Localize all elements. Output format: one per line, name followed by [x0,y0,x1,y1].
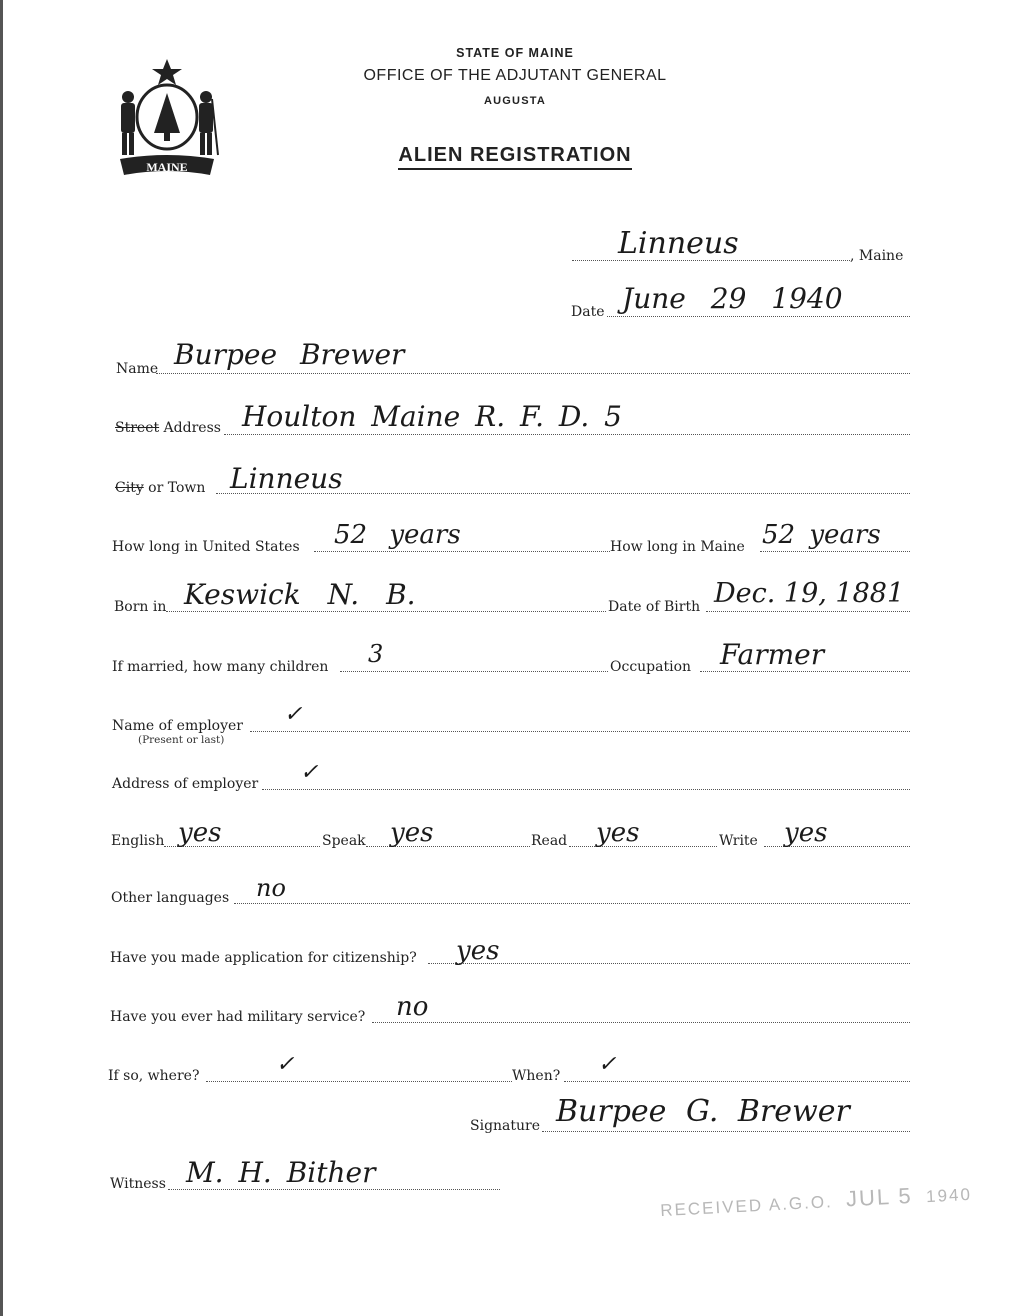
employer-name-value: ✓ [284,702,303,727]
read-value: yes [596,818,640,848]
write-value: yes [784,818,828,848]
employer-address-value: ✓ [300,760,319,785]
employer-name-line [250,731,910,732]
signature-line [542,1131,910,1132]
where-label: If so, where? [108,1068,200,1084]
when-line [564,1081,910,1082]
born-in-label: Born in [114,599,167,615]
scan-edge [0,0,3,1316]
how-long-us-label: How long in United States [112,539,300,555]
witness-line [168,1189,500,1190]
signature-label: Signature [470,1118,541,1134]
citizenship-value: yes [456,936,500,966]
dob-value: Dec. 19, 1881 [714,578,905,609]
read-line [569,846,717,847]
date-value: June 29 1940 [622,282,843,315]
address-label: Street Address [115,420,221,436]
military-label: Have you ever had military service? [110,1009,366,1025]
other-languages-line [234,903,910,904]
town-label: City or Town [115,480,206,496]
svg-text:MAINE: MAINE [146,160,188,174]
how-long-maine-label: How long in Maine [610,539,745,555]
english-label: English [111,833,165,849]
citizenship-line [428,963,910,964]
how-long-us-line [314,551,610,552]
when-value: ✓ [598,1052,617,1077]
header-state: STATE OF MAINE [456,46,574,60]
town-value: Linneus [230,462,343,495]
born-in-line [166,611,606,612]
how-long-maine-value: 52 years [762,520,881,550]
military-line [372,1022,910,1023]
date-label: Date [571,304,605,320]
employer-name-sublabel: (Present or last) [138,734,225,746]
born-in-value: Keswick N. B. [184,578,416,611]
occupation-label: Occupation [610,659,692,675]
address-line [224,434,910,435]
where-line [206,1081,512,1082]
header-office: OFFICE OF THE ADJUTANT GENERAL [363,67,667,84]
received-stamp: RECEIVED A.G.O. JUL 5 1940 [659,1182,973,1221]
name-label: Name [116,361,159,377]
form-title: ALIEN REGISTRATION [300,144,730,167]
address-value: Houlton Maine R. F. D. 5 [242,400,622,433]
place-value: Linneus [618,226,739,261]
other-languages-label: Other languages [111,890,230,906]
other-languages-value: no [256,874,286,902]
citizenship-label: Have you made application for citizenship? [110,950,417,966]
read-label: Read [531,833,568,849]
occupation-line [700,671,910,672]
header-city: AUGUSTA [484,95,546,107]
where-value: ✓ [276,1052,295,1077]
how-long-us-value: 52 years [334,520,461,550]
speak-label: Speak [322,833,366,849]
children-label: If married, how many children [112,659,329,675]
english-value: yes [178,818,222,848]
speak-value: yes [390,818,434,848]
employer-address-label: Address of employer [112,776,259,792]
maine-seal-icon [108,55,226,185]
place-suffix: , Maine [850,248,904,264]
write-label: Write [719,833,758,849]
dob-line [706,611,910,612]
military-value: no [396,992,429,1022]
children-line [340,671,608,672]
employer-name-label: Name of employer [112,718,243,734]
occupation-value: Farmer [720,638,825,671]
signature-value: Burpee G. Brewer [556,1094,850,1129]
date-line [607,316,910,317]
name-line [156,373,910,374]
when-label: When? [512,1068,561,1084]
witness-value: M. H. Bither [186,1156,376,1189]
witness-label: Witness [110,1176,166,1192]
how-long-maine-line [760,551,910,552]
name-value: Burpee Brewer [174,338,405,371]
employer-address-line [262,789,910,790]
dob-label: Date of Birth [608,599,701,615]
children-value: 3 [368,640,384,668]
